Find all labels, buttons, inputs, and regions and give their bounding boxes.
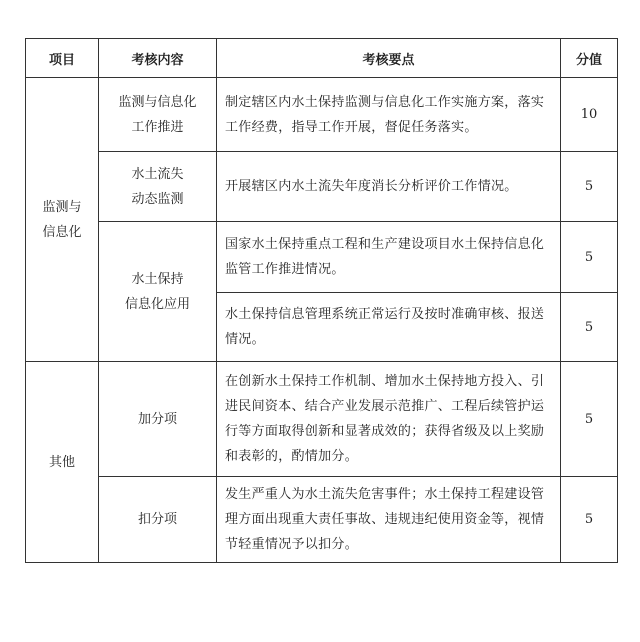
table-row [26,362,618,477]
points-cell: 制定辖区内水土保持监测与信息化工作实施方案，落实工作经费，指导工作开展，督促任务落实。 [217,78,561,152]
score-cell: 5 [561,477,618,563]
header-points: 考核要点 [217,39,561,78]
score-cell: 5 [561,222,618,293]
table-row [26,477,618,563]
points-cell: 水土保持信息管理系统正常运行及按时准确审核、报送情况。 [217,293,561,362]
group-name-monitoring: 监测与 信息化 [26,78,99,362]
group-name-other: 其他 [26,362,99,563]
points-cell: 开展辖区内水土流失年度消长分析评价工作情况。 [217,152,561,222]
content-cell: 加分项 [99,362,217,477]
points-cell: 发生严重人为水土流失危害事件；水土保持工程建设管理方面出现重大责任事故、违规违纪使用资金等，视情节轻重情况予以扣分。 [217,477,561,563]
points-cell: 国家水土保持重点工程和生产建设项目水土保持信息化监管工作推进情况。 [217,222,561,293]
score-cell: 5 [561,362,618,477]
content-cell: 扣分项 [99,477,217,563]
table-row [26,78,618,152]
header-item: 项目 [26,39,99,78]
content-cell: 水土流失 动态监测 [99,152,217,222]
table-row [26,152,618,222]
header-score: 分值 [561,39,618,78]
score-cell: 5 [561,152,618,222]
assessment-table [25,38,618,563]
table-row [26,222,618,293]
score-cell: 10 [561,78,618,152]
content-cell: 水土保持 信息化应用 [99,222,217,362]
header-row [26,39,618,78]
content-cell: 监测与信息化 工作推进 [99,78,217,152]
points-cell: 在创新水土保持工作机制、增加水土保持地方投入、引进民间资本、结合产业发展示范推广、工程后续管护运行等方面取得创新和显著成效的；获得省级及以上奖励和表彰的，酌情加分。 [217,362,561,477]
score-cell: 5 [561,293,618,362]
header-content: 考核内容 [99,39,217,78]
